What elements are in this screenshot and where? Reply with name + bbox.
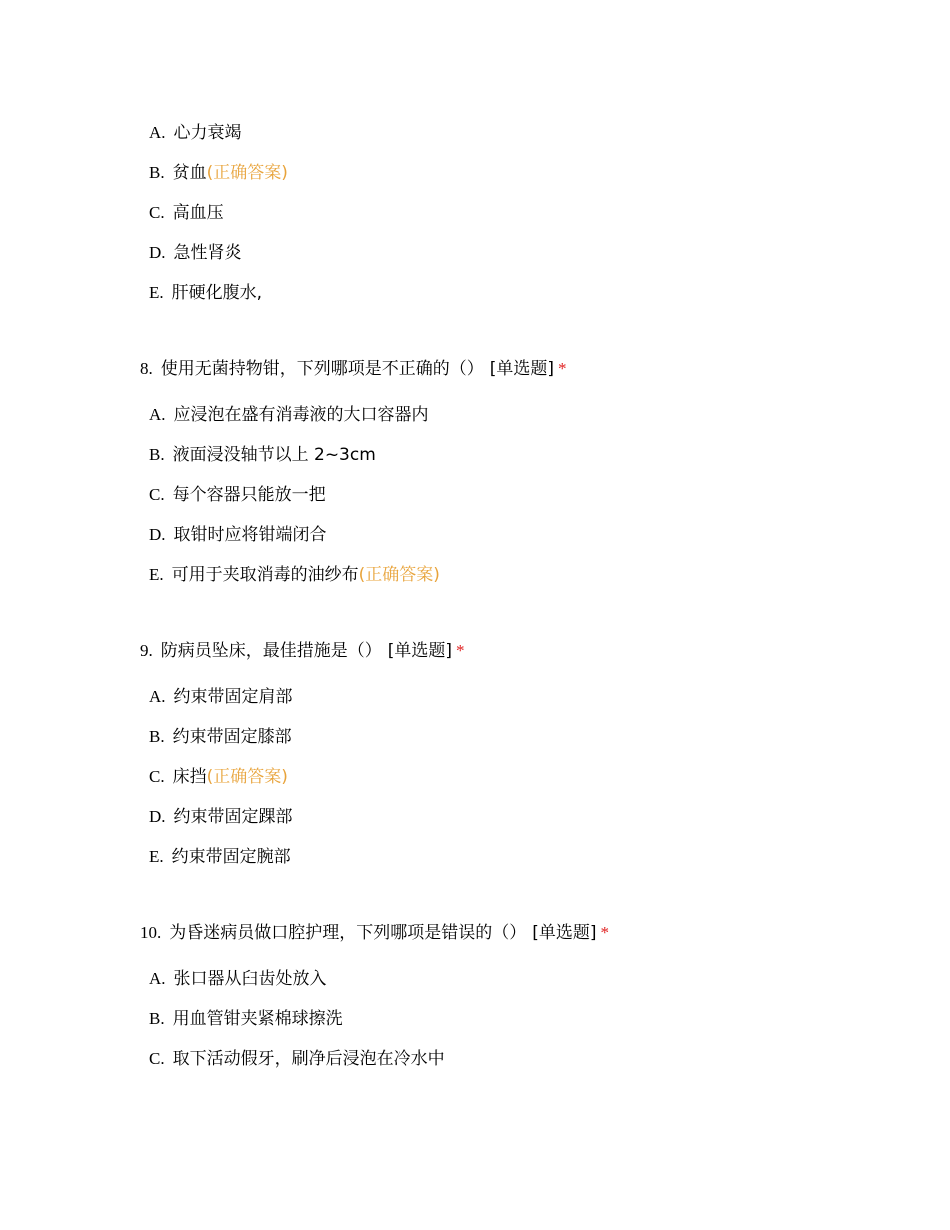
option-q8-d[interactable]: D. 取钳时应将钳端闭合 [149, 525, 327, 545]
option-letter: C [149, 203, 161, 222]
option-text: 肝硬化腹水, [171, 283, 263, 303]
option-letter: E [149, 283, 160, 302]
option-prev-d[interactable]: D. 急性肾炎 [149, 243, 242, 263]
required-mark: * [558, 359, 567, 378]
question-type: [单选题] [387, 641, 453, 661]
option-letter: D [149, 807, 162, 826]
option-prev-e[interactable]: E. 肝硬化腹水, [149, 283, 263, 303]
correct-answer-tag: (正确答案) [358, 565, 440, 585]
correct-answer-tag: (正确答案) [206, 767, 288, 787]
option-letter: C [149, 767, 161, 786]
question-number: 9 [140, 641, 149, 660]
option-q8-a[interactable]: A. 应浸泡在盛有消毒液的大口容器内 [149, 405, 429, 425]
question-title: 8. 使用无菌持物钳，下列哪项是不正确的（） [单选题] * [140, 359, 567, 379]
option-text: 高血压 [172, 203, 224, 223]
question-title: 10. 为昏迷病员做口腔护理，下列哪项是错误的（） [单选题] * [140, 923, 610, 943]
option-letter: E [149, 565, 160, 584]
correct-answer-tag: (正确答案) [206, 163, 288, 183]
option-text: 急性肾炎 [173, 243, 242, 263]
option-text: 每个容器只能放一把 [172, 485, 326, 505]
option-q8-e[interactable]: E. 可用于夹取消毒的油纱布(正确答案) [149, 565, 440, 585]
option-letter: B [149, 445, 161, 464]
option-text: 张口器从臼齿处放入 [173, 969, 327, 989]
question-type: [单选题] [532, 923, 597, 943]
question-text: 为昏迷病员做口腔护理，下列哪项是错误的（） [169, 923, 527, 943]
option-q10-b[interactable]: B. 用血管钳夹紧棉球擦洗 [149, 1009, 343, 1029]
option-q9-e[interactable]: E. 约束带固定腕部 [149, 847, 291, 867]
option-q10-a[interactable]: A. 张口器从臼齿处放入 [149, 969, 327, 989]
option-text: 床挡 [172, 767, 207, 787]
option-letter: B [149, 727, 161, 746]
option-text: 用血管钳夹紧棉球擦洗 [172, 1009, 343, 1029]
question-type: [单选题] [489, 359, 555, 379]
option-text: 取钳时应将钳端闭合 [173, 525, 327, 545]
option-text: 约束带固定腕部 [171, 847, 291, 867]
option-letter: D [149, 243, 162, 262]
required-mark: * [600, 923, 610, 942]
option-letter: E [149, 847, 160, 866]
option-letter: C [149, 485, 161, 504]
question-text: 使用无菌持物钳，下列哪项是不正确的（） [160, 359, 484, 379]
option-q9-a[interactable]: A. 约束带固定肩部 [149, 687, 293, 707]
option-text: 约束带固定肩部 [173, 687, 293, 707]
option-q8-c[interactable]: C. 每个容器只能放一把 [149, 485, 326, 505]
option-letter: D [149, 525, 162, 544]
option-q10-c[interactable]: C. 取下活动假牙，刷净后浸泡在冷水中 [149, 1049, 445, 1069]
option-text: 应浸泡在盛有消毒液的大口容器内 [173, 405, 429, 425]
option-letter: B [149, 163, 161, 182]
option-text: 可用于夹取消毒的油纱布 [171, 565, 359, 585]
option-letter: B [149, 1009, 161, 1028]
option-q9-d[interactable]: D. 约束带固定踝部 [149, 807, 293, 827]
option-prev-c[interactable]: C. 高血压 [149, 203, 224, 223]
option-letter: A [149, 123, 162, 142]
question-number: 8 [140, 359, 149, 378]
option-prev-b[interactable]: B. 贫血(正确答案) [149, 163, 288, 183]
option-q9-b[interactable]: B. 约束带固定膝部 [149, 727, 292, 747]
option-text: 约束带固定踝部 [173, 807, 293, 827]
option-text: 约束带固定膝部 [172, 727, 292, 747]
option-q9-c[interactable]: C. 床挡(正确答案) [149, 767, 288, 787]
option-letter: A [149, 405, 162, 424]
required-mark: * [456, 641, 465, 660]
question-title: 9. 防病员坠床，最佳措施是（） [单选题] * [140, 641, 465, 661]
option-text: 贫血 [172, 163, 207, 183]
option-prev-a[interactable]: A. 心力衰竭 [149, 123, 242, 143]
option-letter: A [149, 687, 162, 706]
question-text: 防病员坠床，最佳措施是（） [160, 641, 382, 661]
option-q8-b[interactable]: B. 液面浸没轴节以上 2~3cm [149, 445, 376, 465]
option-letter: A [149, 969, 162, 988]
option-text: 液面浸没轴节以上 2~3cm [172, 445, 376, 465]
option-text: 心力衰竭 [173, 123, 242, 143]
option-text: 取下活动假牙，刷净后浸泡在冷水中 [172, 1049, 445, 1069]
option-letter: C [149, 1049, 161, 1068]
question-number: 10 [140, 923, 157, 942]
